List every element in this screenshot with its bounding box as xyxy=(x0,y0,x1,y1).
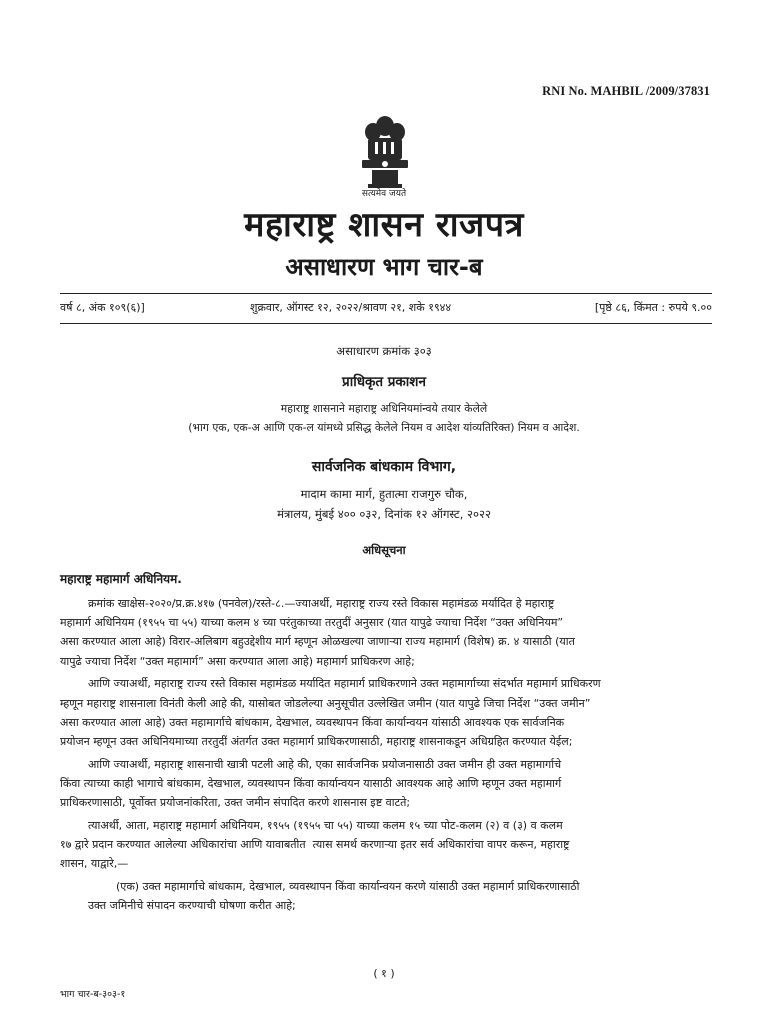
prepared-line-1: महाराष्ट्र शासनाने महाराष्ट्र अधिनियमांन्वये तयार केलेले xyxy=(280,402,488,415)
body-line: आणि ज्याअर्थी, महाराष्ट्र राज्य रस्ते विकास महामंडळ मर्यादित महामार्ग प्राधिकरणाने उक्त महामार्गाच्या संदर्भात महामार्ग प्राधिकरण xyxy=(60,677,601,691)
body-line: (एक) उक्त महामार्गाचे बांधकाम, देखभाल, व्यवस्थापन किंवा कार्यान्वयन करणे यांसाठी उक्त महामार्ग प्राधिकरणासाठी xyxy=(60,879,580,893)
body-line: असा करण्यात आला आहे) विरार-अलिबाग बहुउद्देशीय मार्ग म्हणून ओळखल्या जाणाऱ्या राज्य महामार्ग (विशेष) क्र. ४ यासाठी (यात xyxy=(60,635,575,649)
authorized-publication: प्राधिकृत प्रकाशन xyxy=(342,374,426,390)
notification-body xyxy=(60,594,712,919)
body-line: किंवा त्याच्या काही भागाचे बांधकाम, देखभाल, व्यवस्थापन किंवा कार्यान्वयन यासाठी आवश्यक आहे आणि म्हणून उक्त महामार्ग xyxy=(60,776,562,790)
act-title: महाराष्ट्र महामार्ग अधिनियम. xyxy=(60,572,182,586)
paragraph-2 xyxy=(60,674,712,751)
page-number: ( १ ) xyxy=(373,967,395,980)
top-divider xyxy=(60,293,712,294)
body-line: १७ द्वारे प्रदान करण्यात आलेल्या अधिकारांचा आणि यावाबतीत त्यास समर्थ करणाऱ्या इतर सर्व अधिकारांचा वापर करून, महाराष्ट्र xyxy=(60,837,570,851)
gazette-title: महाराष्ट्र शासन राजपत्र xyxy=(244,205,524,245)
body-line: यापुढे ज्याचा निर्देश “उक्त महामार्ग” असा करण्यात आला आहे) महामार्ग प्राधिकरण आहे; xyxy=(60,654,415,668)
issue-pages-price: [पृष्ठे ८६, किंमत : रुपये ९.०० xyxy=(594,301,712,314)
footer-code: भाग चार-ब-३०३-१ xyxy=(60,989,126,1000)
body-line: प्राधिकरणासाठी, पूर्वोक्त प्रयोजनांकरिता, उक्त जमीन संपादित करणे शासनास इष्ट वाटते; xyxy=(60,796,411,810)
body-line: उक्त जमिनीचे संपादन करण्याची घोषणा करीत आहे; xyxy=(60,899,296,913)
body-line: शासन, याद्वारे,— xyxy=(60,857,129,871)
prepared-line-2: (भाग एक, एक-अ आणि एक-ल यांमध्ये प्रसिद्ध केलेले नियम व आदेश यांव्यतिरिक्त) नियम व आदेश. xyxy=(188,421,580,434)
body-line: प्रयोजन म्हणून उक्त अधिनियमाच्या तरतुदीं अंतर्गत उक्त महामार्ग प्राधिकरणासाठी, महाराष्ट्र शासनाकडून अधिग्रहित करण्यात येईल; xyxy=(60,734,573,748)
address-line-1: मादाम कामा मार्ग, हुतात्मा राजगुरु चौक, xyxy=(300,487,468,501)
issue-volume: वर्ष ८, अंक १०९(६)] xyxy=(60,301,145,314)
body-line: म्हणून महाराष्ट्र शासनाला विनंती केली आहे की, यासोबत जोडलेल्या अनुसूचीत उल्लेखित जमीन (यात यापुढे जिचा निर्देश “उक्त जमीन” xyxy=(60,696,591,710)
body-line: त्याअर्थी, आता, महाराष्ट्र महामार्ग अधिनियम, १९५५ (१९५५ चा ५५) याच्या कलम १५ च्या पोट-कलम (२) व (३) व कलम xyxy=(60,818,563,832)
department-name: सार्वजनिक बांधकाम विभाग, xyxy=(311,459,457,475)
rni-number: RNI No. MAHBIL /2009/37831 xyxy=(542,84,710,98)
address-line-2: मंत्रालय, मुंबई ४०० ०३२, दिनांक १२ ऑगस्ट, २०२२ xyxy=(277,507,491,521)
issue-date: शुक्रवार, ऑगस्ट १२, २०२२/श्रावण २१, शके १९४४ xyxy=(250,301,452,314)
body-line: महामार्ग अधिनियम (१९५५ चा ५५) याच्या कलम ४ च्या परंतुकाच्या तरतुदीं अनुसार (यात यापुढे ज्याचा निर्देश “उक्त अधिनियम” xyxy=(60,616,564,630)
paragraph-4 xyxy=(60,816,712,874)
paragraph-1 xyxy=(60,594,712,671)
national-emblem-icon xyxy=(348,112,422,196)
body-line: क्रमांक खाक्षेस-२०२०/प्र.क्र.४१७ (पनवेल)/रस्ते-८.—ज्याअर्थी, महाराष्ट्र राज्य रस्ते विकास महामंडळ मर्यादित हे महाराष्ट्र xyxy=(60,597,555,610)
clause-one xyxy=(60,877,712,915)
paragraph-3 xyxy=(60,755,712,813)
body-line: आणि ज्याअर्थी, महाराष्ट्र शासनाची खात्री पटली आहे की, एका सार्वजनिक प्रयोजनासाठी उक्त जमीन ही उक्त महामार्गाचे xyxy=(60,757,562,771)
issue-info-row xyxy=(60,300,712,320)
emblem-motto: सत्यमेव जयते xyxy=(361,189,407,199)
body-line: असा करण्यात आला आहे) उक्त महामार्गाचे बांधकाम, देखभाल, व्यवस्थापन किंवा कार्यान्वयन यांसाठी आवश्यक एक सार्वजनिक xyxy=(60,715,565,729)
notification-heading: अधिसूचना xyxy=(362,543,406,557)
extraordinary-number: असाधारण क्रमांक ३०३ xyxy=(336,344,432,358)
gazette-subtitle: असाधारण भाग चार-ब xyxy=(285,253,483,281)
bottom-divider xyxy=(60,323,712,324)
